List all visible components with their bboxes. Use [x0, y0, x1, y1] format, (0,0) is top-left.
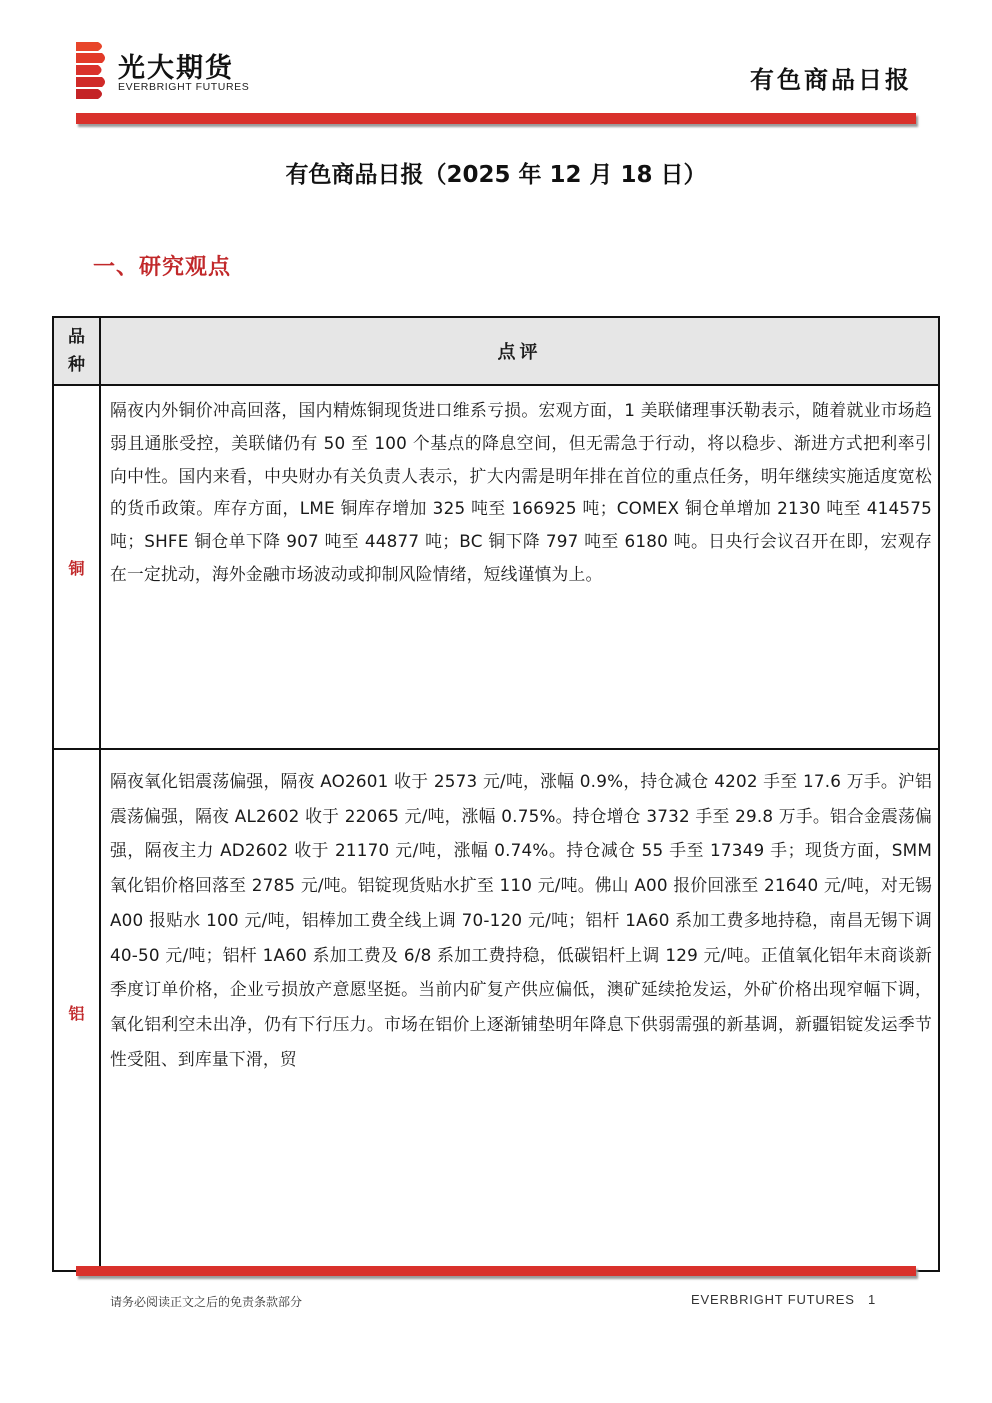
comment-cell-copper: 隔夜内外铜价冲高回落，国内精炼铜现货进口维系亏损。宏观方面，1 美联储理事沃勒表示，随着就业市场趋弱且通胀受控，美联储仍有 50 至 100 个基点的降息空间，但无需急于行动，将以稳步、渐进方式把利率引向中性。国内来看，中央财办有关负责人表示，扩大内需是明年排在首位的重点任务，明年继续实施适度宽松的货币政策。库存方面，LME 铜库存增加 325 吨至 166925 吨；COMEX 铜仓单增加 2130 吨至 414575 吨；SHFE 铜仓单下降 907 吨至 44877 吨；BC 铜下降 797 吨至 6180 吨。日央行会议召开在即，宏观存在一定扰动，海外金融市场波动或抑制风险情绪，短线谨慎为上。 [110, 400, 932, 584]
column-header-comment: 点评 [497, 342, 542, 363]
category-cell-copper: 铜 [54, 386, 101, 748]
comment-cell-aluminum: 隔夜氧化铝震荡偏强，隔夜 AO2601 收于 2573 元/吨，涨幅 0.9%，持仓减仓 4202 手至 17.6 万手。沪铝震荡偏强，隔夜 AL2602 收于 22065 元/吨，涨幅 0.75%。持仓增仓 3732 手至 29.8 万手。铝合金震荡偏强，隔夜主力 AD2602 收于 21170 元/吨，涨幅 0.74%。持仓减仓 55 手至 17349 手；现货方面，SMM 氧化铝价格回落至 2785 元/吨。铝锭现货贴水扩至 110 元/吨。佛山 A00 报价回涨至 21640 元/吨，对无锡 A00 报贴水 100 元/吨，铝棒加工费全线上调 70-120 元/吨；铝杆 1A60 系加工费多地持稳，南昌无锡下调 40-50 元/吨；铝杆 1A60 系加工费及 6/8 系加工费持稳，低碳铝杆上调 129 元/吨。正值氧化铝年末商谈新季度订单价格，企业亏损放产意愿坚挺。当前内矿复产供应偏低，澳矿延续抢发运，外矿价格出现窄幅下调，氧化铝利空未出净，仍有下行压力。市场在铝价上逐渐铺垫明年降息下供弱需强的新基调，新疆铝锭发运季节性受阻、到库量下滑，贸 [110, 771, 932, 1069]
column-header-category: 品种 [54, 318, 101, 384]
section-heading: 一、研究观点 [93, 255, 232, 280]
everbright-logo-icon [76, 42, 106, 100]
logo-text-cn: 光大期货 [118, 53, 234, 84]
table-row-copper [54, 386, 938, 750]
footer-divider [76, 1266, 916, 1276]
footer-disclaimer: 请务必阅读正文之后的免责条款部分 [110, 1295, 303, 1309]
header-divider [76, 113, 916, 124]
document-title: 有色商品日报（2025 年 12 月 18 日） [285, 162, 707, 188]
table-row-aluminum [54, 750, 938, 1272]
report-type-title: 有色商品日报 [750, 66, 912, 94]
footer-brand: EVERBRIGHT FUTURES [691, 1292, 855, 1307]
research-table [52, 316, 940, 1272]
logo-text-en: EVERBRIGHT FUTURES [118, 81, 250, 93]
footer-brand-page [691, 1292, 876, 1307]
page-number: 1 [867, 1292, 876, 1307]
table-header-row [54, 318, 938, 386]
category-cell-aluminum: 铝 [54, 750, 101, 1272]
